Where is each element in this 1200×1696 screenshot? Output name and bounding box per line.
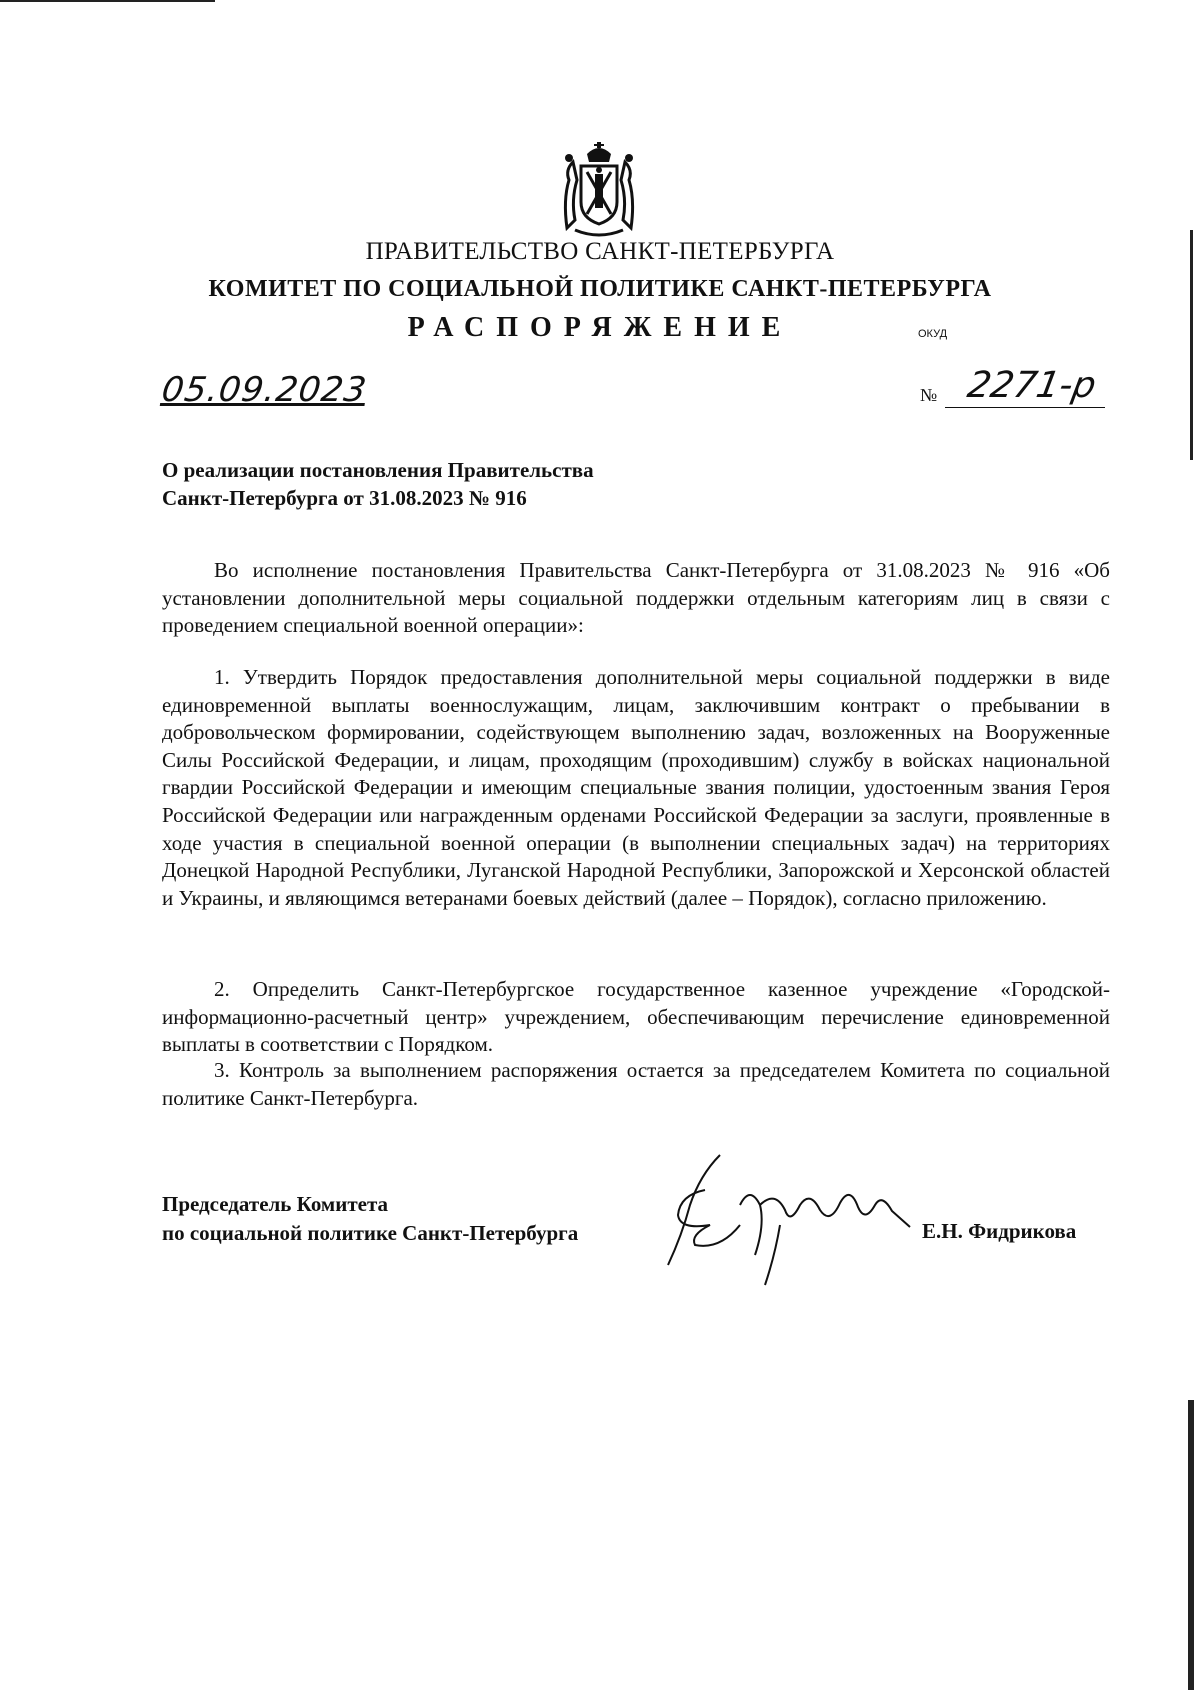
document-type: РАСПОРЯЖЕНИЕ	[407, 312, 793, 343]
intro-text: Во исполнение постановления Правительства Санкт-Петербурга от 31.08.2023 № 916 «Об установлении дополнительной меры социальной поддержки отдельным категориям лиц в связи с проведением специальной военной операции»:	[162, 558, 1110, 638]
handwritten-signature-icon	[660, 1145, 940, 1295]
scan-edge-mark	[0, 0, 215, 2]
order-item-text: 2. Определить Санкт-Петербургское государственное казенное учреждение «Городской-информационно-расчетный центр» учреждением, обеспечивающим перечисление единовременной выплаты в соответствии с Порядком.	[162, 977, 1110, 1057]
signatory-name: Е.Н. Фидрикова	[922, 1219, 1077, 1243]
position-line: по социальной политике Санкт-Петербурга	[162, 1221, 579, 1245]
subject-line: О реализации постановления Правительства	[162, 458, 594, 482]
position-line: Председатель Комитета	[162, 1192, 389, 1216]
document-number: 2271-р	[964, 365, 1100, 406]
order-item-text: 3. Контроль за выполнением распоряжения остается за председателем Комитета по социальной политике Санкт-Петербурга.	[162, 1058, 1110, 1110]
subject-line: Санкт-Петербурга от 31.08.2023 № 916	[162, 486, 527, 510]
subject-block	[162, 456, 594, 512]
scan-edge-mark	[1188, 1400, 1194, 1690]
government-title: ПРАВИТЕЛЬСТВО САНКТ-ПЕТЕРБУРГА	[365, 238, 835, 265]
order-item-1	[162, 664, 1110, 912]
saint-petersburg-coat-of-arms-icon	[555, 140, 643, 240]
order-item-text: 1. Утвердить Порядок предоставления дополнительной меры социальной поддержки в виде единовременной выплаты военнослужащим, лицам, заключившим контракт о пребывании в добровольческом формировании, содействующем выполнению задач, возложенных на Вооруженные Силы Российской Федерации, и лицам, проходящим (проходившим) службу в войсках национальной гвардии Российской Федерации и имеющим специальные звания полиции, удостоенным звания Героя Российской Федерации или награжденным орденами Российской Федерации за заслуги, проявленные в ходе участия в специальной военной операции (в выполнении специальных задач) на территориях Донецкой Народной Республики, Луганской Народной Республики, Запорожской и Херсонской областей и Украины, и являющимся ветеранами боевых действий (далее – Порядок), согласно приложению.	[162, 665, 1110, 910]
number-underline	[945, 407, 1105, 408]
document-date: 05.09.2023	[159, 370, 370, 410]
committee-title: КОМИТЕТ ПО СОЦИАЛЬНОЙ ПОЛИТИКЕ САНКТ-ПЕТЕРБУРГА	[208, 276, 992, 302]
order-item-2	[162, 976, 1110, 1059]
okud-label: ОКУД	[918, 328, 948, 340]
signatory-position	[162, 1190, 578, 1248]
order-item-3	[162, 1057, 1110, 1112]
number-label: №	[920, 385, 938, 405]
intro-paragraph	[162, 557, 1110, 640]
